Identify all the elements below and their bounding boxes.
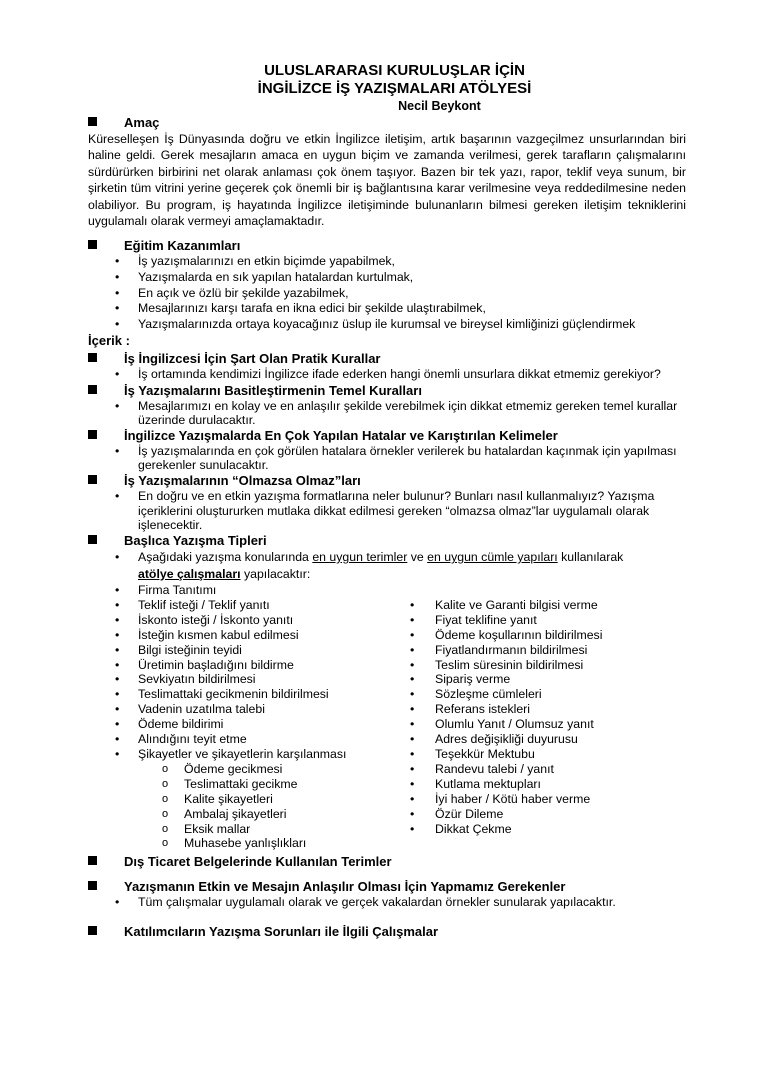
section-yazisma-tipleri	[88, 532, 686, 549]
list-item: • Randevu talebi / yanıt	[410, 762, 686, 777]
list-item: • Alındığını teyit etme	[88, 732, 410, 747]
list-item: • İş yazışmalarında en çok görülen hatalara örnekler verilerek bu hatalardan kaçınmak için yapılması gerekenler sunulacaktır.	[88, 444, 686, 472]
square-bullet-icon	[88, 385, 97, 394]
list-item: • Bilgi isteğinin teyidi	[88, 643, 410, 658]
document-page	[88, 62, 686, 940]
section-list	[88, 489, 686, 532]
list-item: • Şikayetler ve şikayetlerin karşılanması	[88, 747, 410, 762]
amac-paragraph: Küreselleşen İş Dünyasında doğru ve etkin İngilizce iletişim, artık başarının vazgeçilmez unsurlarından biri haline geldi. Gerek mesajların amaca en uygun biçim ve zamanda verilmesi, gerek tarafların çalışmalarını sürdürürken birbirini net olarak anlaması çok önem taşıyor. Bazen bir tek yazı, rapor, teklif veya sunum, bir şirketin tüm vitrini yerine geçerek çok önemli bir iş bağlantısına karar verilmesine veya reddedilmesine neden olabiliyor. Bu program, iş hayatında İngilizce iletişiminde bulunanların bilmesi gereken iletişim tekniklerini uygulamalı olarak vermeyi amaçlamaktadır.	[88, 132, 686, 229]
section-list	[88, 399, 686, 427]
list-item: • Sözleşme cümleleri	[410, 687, 686, 702]
list-item: • Teslim süresinin bildirilmesi	[410, 658, 686, 673]
section-heading: Yazışmanın Etkin ve Mesajın Anlaşılır Olması İçin Yapmamız Gerekenler	[124, 879, 566, 895]
section-olmazsa-olmaz	[88, 472, 686, 489]
section-amac	[88, 114, 686, 131]
tipler-intro	[88, 549, 686, 583]
intro-text: yapılacaktır:	[240, 567, 311, 582]
square-bullet-icon	[88, 881, 97, 890]
sub-list-item: o Kalite şikayetleri	[88, 792, 410, 807]
list-item: • Yazışmalarda en sık yapılan hatalardan kurtulmak,	[88, 270, 686, 286]
list-item: • Yazışmalarınızda ortaya koyacağınız üslup ile kurumsal ve bireysel kimliğinizi güçlendirmek	[88, 317, 686, 333]
right-column	[410, 583, 686, 851]
list-item: • Özür Dileme	[410, 807, 686, 822]
square-bullet-icon	[88, 856, 97, 865]
section-basitlestirme	[88, 382, 686, 399]
intro-text: ve	[407, 550, 428, 565]
section-kazanimlar	[88, 237, 686, 254]
left-column	[88, 583, 410, 851]
section-list	[88, 895, 686, 911]
square-bullet-icon	[88, 240, 97, 249]
section-heading: İş İngilizcesi İçin Şart Olan Pratik Kurallar	[124, 351, 381, 367]
section-heading: İngilizce Yazışmalarda En Çok Yapılan Hatalar ve Karıştırılan Kelimeler	[124, 428, 558, 444]
list-item: • Adres değişikliği duyurusu	[410, 732, 686, 747]
list-item: • Mesajlarınızı karşı tarafa en ikna edici bir şekilde ulaştırabilmek,	[88, 301, 686, 317]
title-line-1: ULUSLARARASI KURULUŞLAR İÇİN	[264, 62, 525, 79]
square-bullet-icon	[88, 353, 97, 362]
sub-list-item: o Teslimattaki gecikme	[88, 777, 410, 792]
list-item: • Olumlu Yanıt / Olumsuz yanıt	[410, 717, 686, 732]
title-line-2: İNGİLİZCE İŞ YAZIŞMALARI ATÖLYESİ	[257, 80, 532, 97]
list-item: • Kutlama mektupları	[410, 777, 686, 792]
list-item: • İş yazışmalarınızı en etkin biçimde yapabilmek,	[88, 254, 686, 270]
section-heading: Amaç	[124, 115, 160, 130]
list-item: • Firma Tanıtımı	[88, 583, 410, 598]
sub-list-item: o Ambalaj şikayetleri	[88, 807, 410, 822]
square-bullet-icon	[88, 535, 97, 544]
list-item: • Fiyatlandırmanın bildirilmesi	[410, 643, 686, 658]
list-item: • Vadenin uzatılma talebi	[88, 702, 410, 717]
kazanimlar-list	[88, 254, 686, 332]
list-item: • Üretimin başladığını bildirme	[88, 658, 410, 673]
sub-list-item: o Muhasebe yanlışlıkları	[88, 836, 410, 851]
list-item: • İskonto isteği / İskonto yanıtı	[88, 613, 410, 628]
list-item: • Fiyat teklifine yanıt	[410, 613, 686, 628]
intro-underlined: en uygun terimler	[312, 550, 408, 565]
list-item: • En doğru ve en etkin yazışma formatlarına neler bulunur? Bunları nasıl kullanmalıyız? Yazışma içeriklerini oluştururken mutlaka dikkat edilmesi gereken “olmazsa olmaz”lar uygulamalı olarak işlenecektir.	[88, 489, 686, 532]
list-item: • İsteğin kısmen kabul edilmesi	[88, 628, 410, 643]
list-item: • Teşekkür Mektubu	[410, 747, 686, 762]
section-dis-ticaret	[88, 853, 686, 870]
intro-text: Aşağıdaki yazışma konularında	[138, 550, 313, 565]
intro-underlined: en uygun cümle yapıları	[427, 550, 558, 565]
list-item: • Tüm çalışmalar uygulamalı olarak ve gerçek vakalardan örnekler sunularak yapılacaktır.	[88, 895, 686, 911]
section-etkin	[88, 878, 686, 895]
list-item: • Ödeme bildirimi	[88, 717, 410, 732]
tipler-intro-list	[88, 549, 686, 583]
section-kurallar	[88, 350, 686, 367]
icerik-heading: İçerik :	[88, 333, 130, 349]
intro-underlined-bold: atölye çalışmaları	[138, 567, 241, 582]
intro-text: kullanılarak	[557, 550, 624, 565]
square-bullet-icon	[88, 117, 97, 126]
section-heading: Başlıca Yazışma Tipleri	[124, 533, 267, 549]
list-item: • Mesajlarımızı en kolay ve en anlaşılır şekilde verebilmek için dikkat etmemiz gereken temel kurallar üzerinde durulacaktır.	[88, 399, 686, 427]
list-item: • Ödeme koşullarının bildirilmesi	[410, 628, 686, 643]
sub-list-item: o Ödeme gecikmesi	[88, 762, 410, 777]
list-item: • Dikkat Çekme	[410, 822, 686, 837]
section-list	[88, 444, 686, 472]
list-item: • Referans istekleri	[410, 702, 686, 717]
section-hatalar	[88, 427, 686, 444]
section-list	[88, 367, 686, 381]
list-item: • Sevkiyatın bildirilmesi	[88, 672, 410, 687]
section-katilimci	[88, 923, 686, 940]
list-item: • Teklif isteği / Teklif yanıtı	[88, 598, 410, 613]
list-item: • Teslimattaki gecikmenin bildirilmesi	[88, 687, 410, 702]
section-heading: Dış Ticaret Belgelerinde Kullanılan Terimler	[124, 854, 392, 870]
list-item: • Sipariş verme	[410, 672, 686, 687]
author: Necil Beykont	[398, 99, 481, 113]
square-bullet-icon	[88, 475, 97, 484]
list-item: • En açık ve özlü bir şekilde yazabilmek,	[88, 286, 686, 302]
list-item: • Kalite ve Garanti bilgisi verme	[410, 598, 686, 613]
square-bullet-icon	[88, 926, 97, 935]
section-heading: Eğitim Kazanımları	[124, 238, 241, 254]
list-item: • İş ortamında kendimizi İngilizce ifade ederken hangi önemli unsurlara dikkat etmemiz gerekiyor?	[88, 367, 686, 381]
square-bullet-icon	[88, 430, 97, 439]
section-heading: Katılımcıların Yazışma Sorunları ile İlgili Çalışmalar	[124, 923, 439, 939]
list-item: • İyi haber / Kötü haber verme	[410, 792, 686, 807]
yazisma-tipleri-columns	[88, 583, 686, 851]
section-heading: İş Yazışmalarının “Olmazsa Olmaz”ları	[124, 473, 361, 489]
section-heading: İş Yazışmalarını Basitleştirmenin Temel Kuralları	[124, 382, 422, 398]
sub-list-item: o Eksik mallar	[88, 822, 410, 837]
